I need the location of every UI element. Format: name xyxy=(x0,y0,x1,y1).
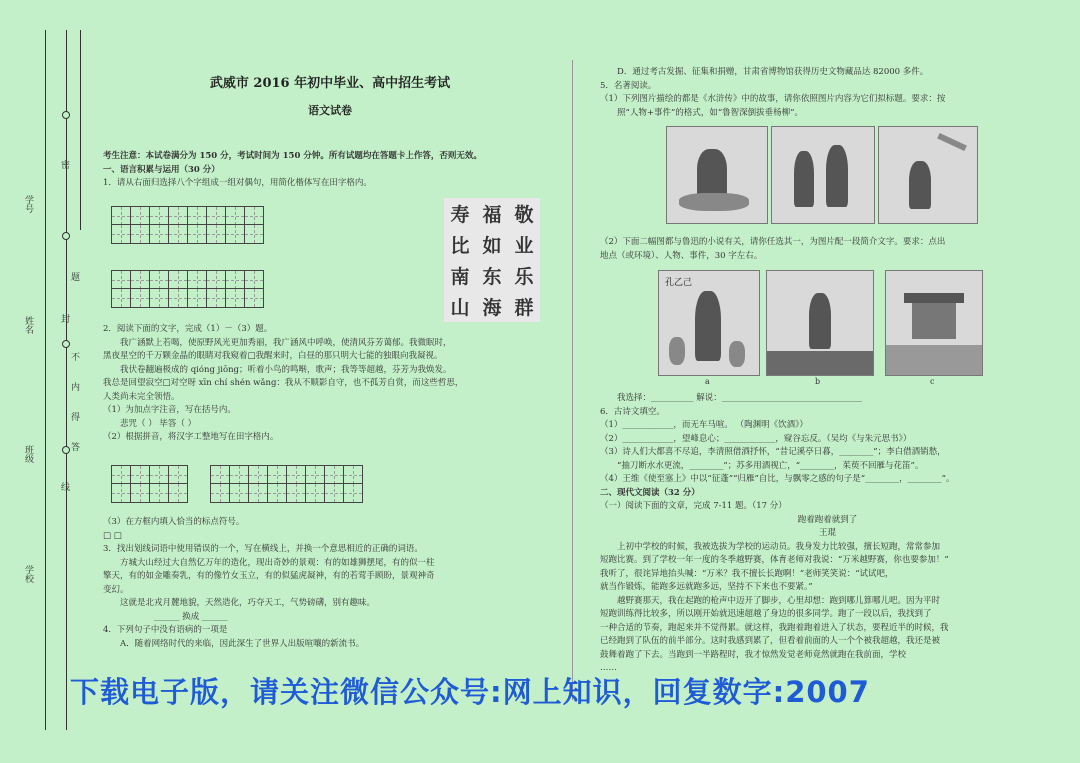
calligraphy-char: 南 xyxy=(450,266,470,288)
calligraphy-char: 福 xyxy=(482,204,502,226)
poem-fill[interactable]: （1）____________，而无车马喧。 （陶渊明《饮酒》） xyxy=(600,420,808,430)
section-heading: 二、现代文阅读（32 分） xyxy=(600,487,700,498)
passage-line: 我伏卷翻遍极成的 qióng jiōng；听着小鸟的鸣啭，歌声；我等等超越，芬芳为我焕发。 xyxy=(120,364,452,375)
passage-line: 黑夜星空的千万颗金晶的眼睛对我窥着□我醒来时，白昼的那只明大七能的独眼向我凝视。 xyxy=(103,351,443,361)
exam-title: 武威市 2016 年初中毕业、高中招生考试 xyxy=(209,76,451,91)
answer-grid[interactable] xyxy=(111,270,263,290)
seal-char: 封 xyxy=(61,315,71,325)
water-margin-image-1 xyxy=(666,126,768,224)
right-column-bottom xyxy=(600,392,1055,676)
passage-line: 我总是回望寂空□对空呀 xīn chí shén wǎng：我从不顺影自守，也不孤芳自赏，而这些哲思， xyxy=(103,378,464,388)
annotation-items: 悲咒（ ） 毕答（ ） xyxy=(120,418,197,429)
seal-char: 内 xyxy=(71,383,81,393)
seal-char: 题 xyxy=(71,273,81,283)
sub-question: （2）下面二幅图都与鲁迅的小说有关，请你任选其一，为图片配一段简介文字。要求：点出 xyxy=(600,237,946,247)
passage-line: 我广涵默上若喝，使原野风光更加秀丽，我广涵风中呼唤，使清风芬芳蔼郁。我微眠时， xyxy=(120,337,452,348)
article-line: 一种合适的节奏，跑起来并不觉得累。就这样，我跑着跑着进入了状态，要程近半的时候，我 xyxy=(600,622,949,633)
article-line: 短跑比赛。到了学校一年一度的冬季越野赛，体育老师对我说：“万米越野赛，你也要参加！” xyxy=(600,555,949,565)
section-heading: 一、语言积累与运用（30 分） xyxy=(103,164,220,175)
name-label: 姓名 xyxy=(23,316,33,334)
calligraphy-char: 业 xyxy=(514,235,534,257)
answer-grid[interactable] xyxy=(111,206,263,226)
section-instruction: （一）阅读下面的文章，完成 7-11 题。（17 分） xyxy=(600,501,787,511)
pinyin-grid[interactable] xyxy=(111,483,187,503)
calligraphy-char: 敬 xyxy=(514,204,534,226)
answer-blank[interactable]: ______ 换成 ______ xyxy=(154,611,228,622)
passage-line: 这就是北戎月麓地貌，天然造化，巧夺天工，气势磅礴，别有趣味。 xyxy=(120,598,376,608)
passage-line: 变幻。 xyxy=(103,584,129,595)
calligraphy-char: 如 xyxy=(482,235,502,257)
passage-line: 擎天，有的如金雕奏乳，有的像竹女玉立，有的似猛虎凝神，有的若莺手顾盼，景观神奇 xyxy=(103,571,435,581)
seal-char: 不 xyxy=(71,353,81,363)
article-line: 我听了，很诧异地抬头喊：“万米？我不擅长长跑啊！”老师笑笑说：“试试吧， xyxy=(600,568,894,579)
binding-line-inner xyxy=(66,30,67,730)
sub-question: 照“人物+事件”的格式，如“鲁智深倒拔垂杨柳”。 xyxy=(617,107,804,118)
pinyin-grid[interactable] xyxy=(210,483,362,503)
lu-xun-image-c xyxy=(885,270,983,376)
seal-char: 密 xyxy=(61,161,71,171)
sub-question: （1）为加点字注音，写在括号内。 xyxy=(103,405,236,415)
question-5: 5．名著阅读。 xyxy=(600,80,657,91)
binding-hole xyxy=(62,446,70,454)
passage-line: 方城大山经过大自然亿万年的造化，现出奇妙的景观：有的如雄狮摆尾，有的似一柱 xyxy=(120,557,435,568)
answer-grid[interactable] xyxy=(111,224,263,244)
article-line: …… xyxy=(600,663,617,673)
article-author: 王琨 xyxy=(818,528,836,538)
left-column xyxy=(103,150,543,191)
calligraphy-char: 寿 xyxy=(450,204,470,226)
lu-xun-image-b xyxy=(766,270,874,376)
punctuation-boxes: □ □ xyxy=(103,530,122,541)
pinyin-grid[interactable] xyxy=(111,465,187,485)
calligraphy-char: 乐 xyxy=(514,266,534,288)
article-line: 就当作锻炼，能跑多远就跑多远，坚持不下来也不要紧。” xyxy=(600,582,813,592)
calligraphy-char: 群 xyxy=(514,297,534,319)
question-6: 6．古诗文填空。 xyxy=(600,406,665,417)
calligraphy-char: 比 xyxy=(450,235,470,257)
binding-hole xyxy=(62,111,70,119)
article-title: 跑着跑着就到了 xyxy=(797,514,858,525)
image-label-b: b xyxy=(815,377,821,386)
question-5-2 xyxy=(600,236,1050,263)
question-1: 1．请从右面归选择八个字组成一组对偶句，用简化楷体写在田字格内。 xyxy=(103,178,372,188)
article-line: 短跑训练得比较多，所以刚开始就迅速超越了身边的很多同学。跑了一段以后，我找到了 xyxy=(600,609,932,619)
poem-fill[interactable]: “抽刀断水水更流，________”；苏多用酒视亡，“________，茱萸不回雁与花笛”。 xyxy=(617,460,924,471)
sub-question: （1）下列图片描绘的都是《水浒传》中的故事，请你依照图片内容为它们拟标题。要求：按 xyxy=(600,94,946,104)
pinyin-grid[interactable] xyxy=(210,465,362,485)
question-3: 3．找出划线词语中使用错误的一个，写在横线上，并换一个意思相近的正确的词语。 xyxy=(103,544,423,554)
image-label-c: c xyxy=(930,377,935,386)
choice-line[interactable]: 我选择：__________ 解说：_________________________________ xyxy=(617,393,862,403)
lu-xun-image-a xyxy=(658,270,760,376)
water-margin-image-2 xyxy=(771,126,875,224)
image-caption-text: 孔乙己 xyxy=(665,278,693,288)
class-label: 班级 xyxy=(23,445,33,463)
passage-line: 人类尚未完全领悟。 xyxy=(103,391,180,402)
poem-fill[interactable]: （4）王维《使至塞上》中以“征蓬”“归雁”自比，与飘零之感的句子是“________，________”。 xyxy=(600,474,955,484)
exam-subtitle: 语文试卷 xyxy=(308,104,352,117)
binding-line-extra xyxy=(80,30,81,230)
question-4: 4．下列句子中没有语病的一项是 xyxy=(103,625,228,635)
seal-char: 答 xyxy=(71,443,81,453)
column-divider xyxy=(572,60,573,700)
calligraphy-char: 东 xyxy=(482,266,502,288)
calligraphy-char: 海 xyxy=(482,297,502,319)
question-2: 2．阅读下面的文字，完成（1）－（3）题。 xyxy=(103,324,273,334)
sub-question: （3）在方框内填入恰当的标点符号。 xyxy=(103,517,245,527)
binding-hole xyxy=(62,340,70,348)
exam-notice: 考生注意：本试卷满分为 150 分，考试时间为 150 分钟。所有试题均在答题卡上作答，否则无效。 xyxy=(103,151,482,161)
water-margin-image-3 xyxy=(878,126,978,224)
poem-fill[interactable]: （2）____________，望峰息心；____________，窥谷忘反。（吴均《与朱元思书》） xyxy=(600,433,912,444)
calligraphy-char: 山 xyxy=(450,297,470,319)
sub-question: （2）根据拼音，将汉字工整地写在田字格内。 xyxy=(103,432,279,442)
answer-grid[interactable] xyxy=(111,288,263,308)
school-label: 学校 xyxy=(23,565,33,583)
binding-hole xyxy=(62,232,70,240)
download-banner: 下载电子版，请关注微信公众号:网上知识，回复数字:2007 xyxy=(70,675,870,709)
right-column-top xyxy=(600,66,1050,120)
article-line: 已经跑到了队伍的前半部分。这时我感到累了，但看着前面的人一个个被我超越，我还是被 xyxy=(600,636,941,646)
sub-question: 地点（或环境）、人物、事件，30 字左右。 xyxy=(600,250,763,261)
student-number-label: 学号 xyxy=(23,195,33,213)
article-line: 越野赛那天，我在起跑的枪声中迈开了脚步，心里却想：跑到哪儿算哪儿吧。因为平时 xyxy=(617,595,941,606)
seal-char: 得 xyxy=(71,413,81,423)
poem-fill[interactable]: （3）诗人们大都喜不尽追，李清照借酒抒怀，“昔记溪亭日暮，________”；李白借酒销愁， xyxy=(600,447,946,457)
option-d: D．通过考古发掘、征集和捐赠，甘肃省博物馆获得历史文物藏品达 82000 多件。 xyxy=(617,67,929,77)
calligraphy-image xyxy=(444,198,540,322)
article-line: 上初中学校的时候，我被选拔为学校的运动员。我身发力比较强，擅长短跑，常常参加 xyxy=(617,541,941,552)
seal-char: 线 xyxy=(61,483,71,493)
question-2-block xyxy=(103,323,543,445)
option-a: A．随着网络时代的来临，因此深生了世界人出版喧嚷的新流书。 xyxy=(120,638,365,649)
image-label-a: a xyxy=(705,377,710,386)
question-3-block xyxy=(103,516,543,651)
binding-line-outer xyxy=(45,30,46,730)
article-line: 鼓舞着跑了下去。当跑到一半路程时，我才惊然发觉老师竟然就跑在我前面，学校 xyxy=(600,649,907,660)
